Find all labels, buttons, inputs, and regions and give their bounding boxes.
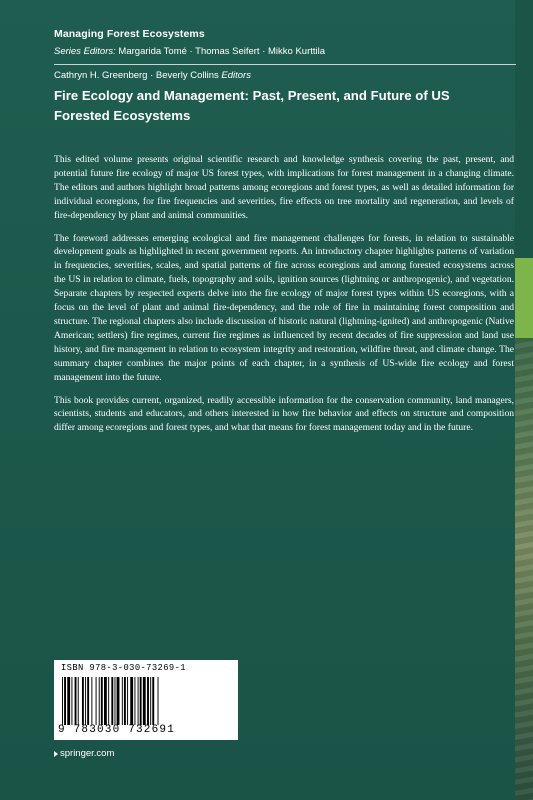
series-editors <box>54 46 325 57</box>
book-editors-label: Editors <box>221 70 251 81</box>
blurb <box>54 153 514 444</box>
blurb-paragraph: This edited volume presents original scientific research and knowledge synthesis covering the past, present, and potential future fire ecology of major US forest types, with implications for forest management in a changing climate. The editors and authors highlight broad patterns among ecoregions and forest types, as well as detailed information for individual ecoregions, for fire frequencies and severities, fire effects on tree mortality and regeneration, and levels of fire-dependency by plant and animal communities. <box>54 154 514 221</box>
barcode-box <box>54 660 238 740</box>
publisher-line <box>54 748 114 759</box>
series-editors-label: Series Editors: <box>54 46 116 57</box>
book-editors <box>54 70 251 81</box>
forest-photo-strip <box>515 338 533 800</box>
accent-tab <box>515 258 533 338</box>
series-editors-names: Margarida Tomé · Thomas Seifert · Mikko Kurttila <box>118 46 326 57</box>
book-title: Fire Ecology and Management: Past, Present, and Future of US Forested Ecosystems <box>54 88 450 123</box>
book-editors-names: Cathryn H. Greenberg · Beverly Collins <box>54 70 219 81</box>
series-title: Managing Forest Ecosystems <box>54 28 205 40</box>
blurb-paragraph: The foreword addresses emerging ecological and fire management challenges for forests, in relation to sustainable development goals as highlighted in recent government reports. An introductory chapter highlights patterns of variation in frequencies, severities, scales, and spatial patterns of fire across ecoregions and among forested ecosystems across the US in relation to climate, fuels, topography and soils, ignition sources (lightning or anthropogenic), and vegetation. Separate chapters by respected experts delve into the fire ecology of major forest types within US ecoregions, with a focus on the level of plant and animal fire-dependency, and the role of fire in maintaining forest composition and structure. The regional chapters also include discussion of historic natural (lightning-ignited) and anthropogenic (Native American; settlers) fire regimes, current fire regimes as influenced by recent decades of fire suppression and land use history, and fire management in relation to ecosystem integrity and restoration, wildfire threat, and climate change. The summary chapter combines the major points of each chapter, in a synthesis of US-wide fire ecology and forest management into the future. <box>54 232 514 383</box>
divider-rule <box>54 64 516 65</box>
springer-arrow-icon <box>54 751 58 757</box>
publisher-url: springer.com <box>60 748 115 759</box>
barcode-number: 9 783030 732691 <box>58 724 176 736</box>
barcode-icon <box>60 677 232 725</box>
isbn-text: ISBN 978-3-030-73269-1 <box>61 663 186 673</box>
blurb-paragraph: This book provides current, organized, readily accessible information for the conservation community, land managers, scientists, students and educators, and others interested in how fire behavior and effects on structure and composition differ among ecoregions and forest types, and what that means for forest management today and in the future. <box>54 394 514 434</box>
